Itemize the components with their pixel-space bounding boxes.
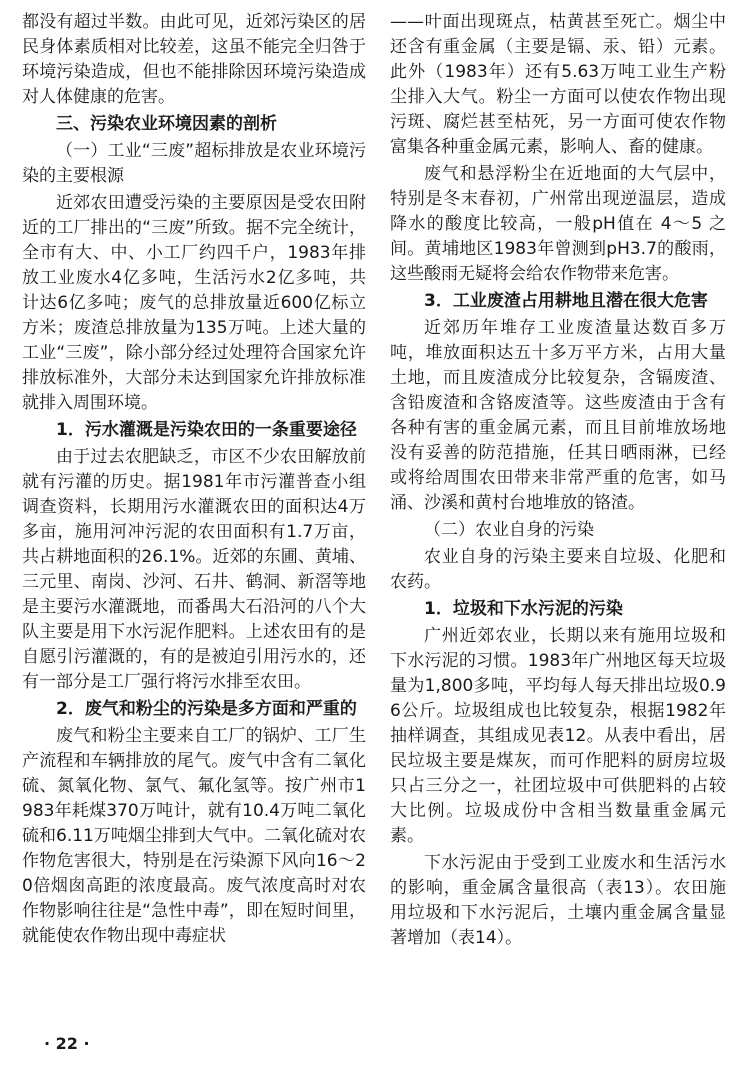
paragraph: 都没有超过半数。由此可见，近郊污染区的居民身体素质相对比较差，这虽不能完全归咎于环境污染造成，但也不能排除因环境污染造成对人体健康的危害。 xyxy=(22,12,366,107)
item-heading: 1．污水灌溉是污染农田的一条重要途径 xyxy=(56,420,357,440)
page-number: · 22 · xyxy=(44,1034,90,1053)
paragraph: 废气和悬浮粉尘在近地面的大气层中，特别是冬末春初，广州常出现逆温层，造成降水的酸度比较高，一般pH值在 4～5 之间。黄埔地区1983年曾测到pH3.7的酸雨，这些酸雨无疑将会给农作物带来危害。 xyxy=(390,164,726,284)
paragraph: 农业自身的污染主要来自垃圾、化肥和农药。 xyxy=(390,547,726,592)
item-heading: 2．废气和粉尘的污染是多方面和严重的 xyxy=(56,699,357,719)
left-column xyxy=(22,10,366,951)
item-heading: 1．垃圾和下水污泥的污染 xyxy=(424,599,623,619)
paragraph: 下水污泥由于受到工业废水和生活污水的影响，重金属含量很高（表13）。农田施用垃圾和下水污泥后，土壤内重金属含量显著增加（表14）。 xyxy=(390,853,726,948)
paragraph: 近郊农田遭受污染的主要原因是受农田附近的工厂排出的“三废”所致。据不完全统计，全市有大、中、小工厂约四千户，1983年排放工业废水4亿多吨，生活污水2亿多吨，共计达6亿多吨；废气的总排放量近600亿标立方米；废渣总排放量为135万吨。上述大量的工业“三废”，除小部分经过处理符合国家允许排放标准外，大部分未达到国家允许排放标准就排入周围环境。 xyxy=(22,193,366,413)
right-column xyxy=(390,10,726,953)
paragraph: 近郊历年堆存工业废渣量达数百多万吨，堆放面积达五十多万平方米，占用大量土地，而且废渣成分比较复杂，含镉废渣、含铅废渣和含铬废渣等。这些废渣由于含有各种有害的重金属元素，而且目前堆放场地没有妥善的防范措施，任其日晒雨淋，已经或将给周围农田带来非常严重的危害，如马涌、沙溪和黄村台地堆放的铬渣。 xyxy=(390,318,726,513)
paragraph: 由于过去农肥缺乏，市区不少农田解放前就有污灌的历史。据1981年市污灌普查小组调查资料，长期用污水灌溉农田的面积达4万多亩，施用河冲污泥的农田面积有1.7万亩，共占耕地面积的26.1%。近郊的东圃、黄埔、三元里、南岗、沙河、石井、鹤洞、新滘等地是主要污水灌溉地，而番禺大石沿河的八个大队主要是用下水污泥作肥料。上述农田有的是自愿引污灌溉的，有的是被迫引用污水的，还有一部分是工厂强行将污水排至农田。 xyxy=(22,447,366,692)
section-heading: 三、污染农业环境因素的剖析 xyxy=(56,114,277,134)
subsection-heading: （一）工业“三废”超标排放是农业环境污染的主要根源 xyxy=(22,141,366,186)
subsection-heading: （二）农业自身的污染 xyxy=(424,520,594,540)
paragraph: ——叶面出现斑点，枯黄甚至死亡。烟尘中还含有重金属（主要是镉、汞、铅）元素。此外（1983年）还有5.63万吨工业生产粉尘排入大气。粉尘一方面可以使农作物出现污斑、腐烂甚至枯死，另一方面可使农作物富集各种重金属元素，影响人、畜的健康。 xyxy=(390,12,726,157)
paragraph: 废气和粉尘主要来自工厂的锅炉、工厂生产流程和车辆排放的尾气。废气中含有二氧化硫、氮氧化物、氯气、氟化氢等。按广州市1983年耗煤370万吨计，就有10.4万吨二氧化硫和6.11万吨烟尘排到大气中。二氧化硫对农作物危害很大，特别是在污染源下风向16～20倍烟囱高距的浓度最高。废气浓度高时对农作物影响往往是“急性中毒”，即在短时间里，就能使农作物出现中毒症状 xyxy=(22,726,366,946)
paragraph: 广州近郊农业，长期以来有施用垃圾和下水污泥的习惯。1983年广州地区每天垃圾量为1,800多吨，平均每人每天排出垃圾0.96公斤。垃圾组成也比较复杂，根据1982年抽样调查，其组成见表12。从表中看出，居民垃圾主要是煤灰，而可作肥料的厨房垃圾只占三分之一，社团垃圾中可供肥料的占较大比例。垃圾成份中含相当数量重金属元素。 xyxy=(390,626,726,846)
item-heading: 3．工业废渣占用耕地且潜在很大危害 xyxy=(424,291,708,311)
